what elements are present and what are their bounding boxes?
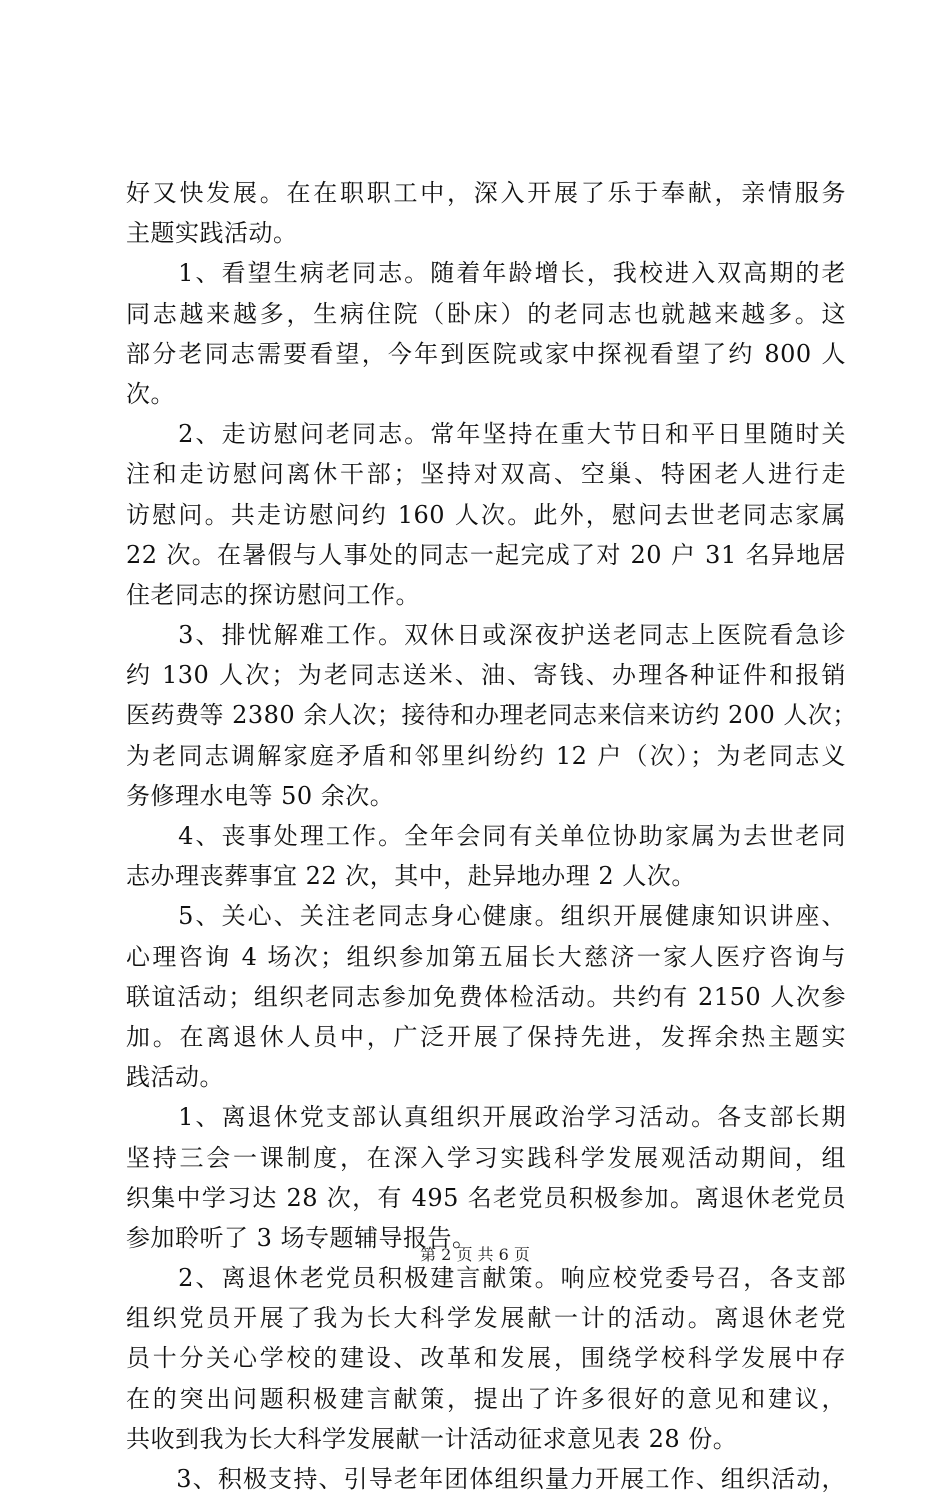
text-line: 联谊活动；组织老同志参加免费体检活动。共约有 2150 人次参 [126, 982, 846, 1011]
text-line: 注和走访慰问离休干部；坚持对双高、空巢、特困老人进行走 [126, 460, 846, 489]
text-line: 次。 [126, 379, 175, 408]
page-number-footer: 第 2 页 共 6 页 [420, 1245, 530, 1264]
text-line: 22 次。在暑假与人事处的同志一起完成了对 20 户 31 名异地居 [126, 540, 846, 569]
text-line: 医药费等 2380 余人次；接待和办理老同志来信来访约 200 人次； [126, 701, 857, 730]
text-line: 4、丧事处理工作。全年会同有关单位协助家属为去世老同 [126, 822, 846, 850]
text-line: 参加聆听了 3 场专题辅导报告。 [126, 1223, 477, 1252]
text-line: 为老同志调解家庭矛盾和邻里纠纷约 12 户（次）；为老同志义 [126, 741, 846, 770]
text-line: 心理咨询 4 场次；组织参加第五届长大慈济一家人医疗咨询与 [126, 942, 846, 971]
text-line: 约 130 人次；为老同志送米、油、寄钱、办理各种证件和报销 [126, 661, 846, 690]
text-line: 5、关心、关注老同志身心健康。组织开展健康知识讲座、 [126, 902, 846, 931]
text-line: 共收到我为长大科学发展献一计活动征求意见表 28 份。 [126, 1424, 738, 1453]
text-line: 2、离退休老党员积极建言献策。响应校党委号召，各支部 [126, 1264, 846, 1293]
text-line: 务修理水电等 50 余次。 [126, 781, 395, 810]
text-line: 1、看望生病老同志。随着年龄增长，我校进入双高期的老 [126, 259, 846, 288]
text-line: 同志越来越多，生病住院（卧床）的老同志也就越来越多。这 [126, 299, 846, 328]
text-line: 部分老同志需要看望，今年到医院或家中探视看望了约 800 人 [126, 339, 846, 368]
text-line: 组织党员开展了我为长大科学发展献一计的活动。离退休老党 [126, 1304, 846, 1333]
text-line: 好又快发展。在在职职工中，深入开展了乐于奉献，亲情服务 [126, 179, 846, 207]
text-line: 织集中学习达 28 次，有 495 名老党员积极参加。离退休老党员 [126, 1183, 846, 1212]
text-line: 1、离退休党支部认真组织开展政治学习活动。各支部长期 [126, 1103, 846, 1132]
text-line: 住老同志的探访慰问工作。 [126, 580, 420, 609]
text-line: 践活动。 [126, 1063, 224, 1092]
text-line: 2、走访慰问老同志。常年坚持在重大节日和平日里随时关 [126, 420, 846, 449]
text-line: 3、积极支持、引导老年团体组织量力开展工作、组织活动， [126, 1465, 846, 1493]
text-line: 员十分关心学校的建设、改革和发展，围绕学校科学发展中存 [126, 1344, 846, 1373]
text-line: 主题实践活动。 [126, 219, 298, 248]
text-line: 在的突出问题积极建言献策，提出了许多很好的意见和建议， [126, 1384, 846, 1413]
text-line: 访慰问。共走访慰问约 160 人次。此外，慰问去世老同志家属 [126, 500, 846, 529]
document-body [126, 173, 857, 1499]
text-line: 坚持三会一课制度，在深入学习实践科学发展观活动期间，组 [126, 1143, 846, 1172]
text-line: 3、排忧解难工作。双休日或深夜护送老同志上医院看急诊 [126, 621, 846, 650]
text-line: 加。在离退休人员中，广泛开展了保持先进，发挥余热主题实 [126, 1022, 846, 1051]
text-line: 志办理丧葬事宜 22 次，其中，赴异地办理 2 人次。 [126, 862, 696, 891]
